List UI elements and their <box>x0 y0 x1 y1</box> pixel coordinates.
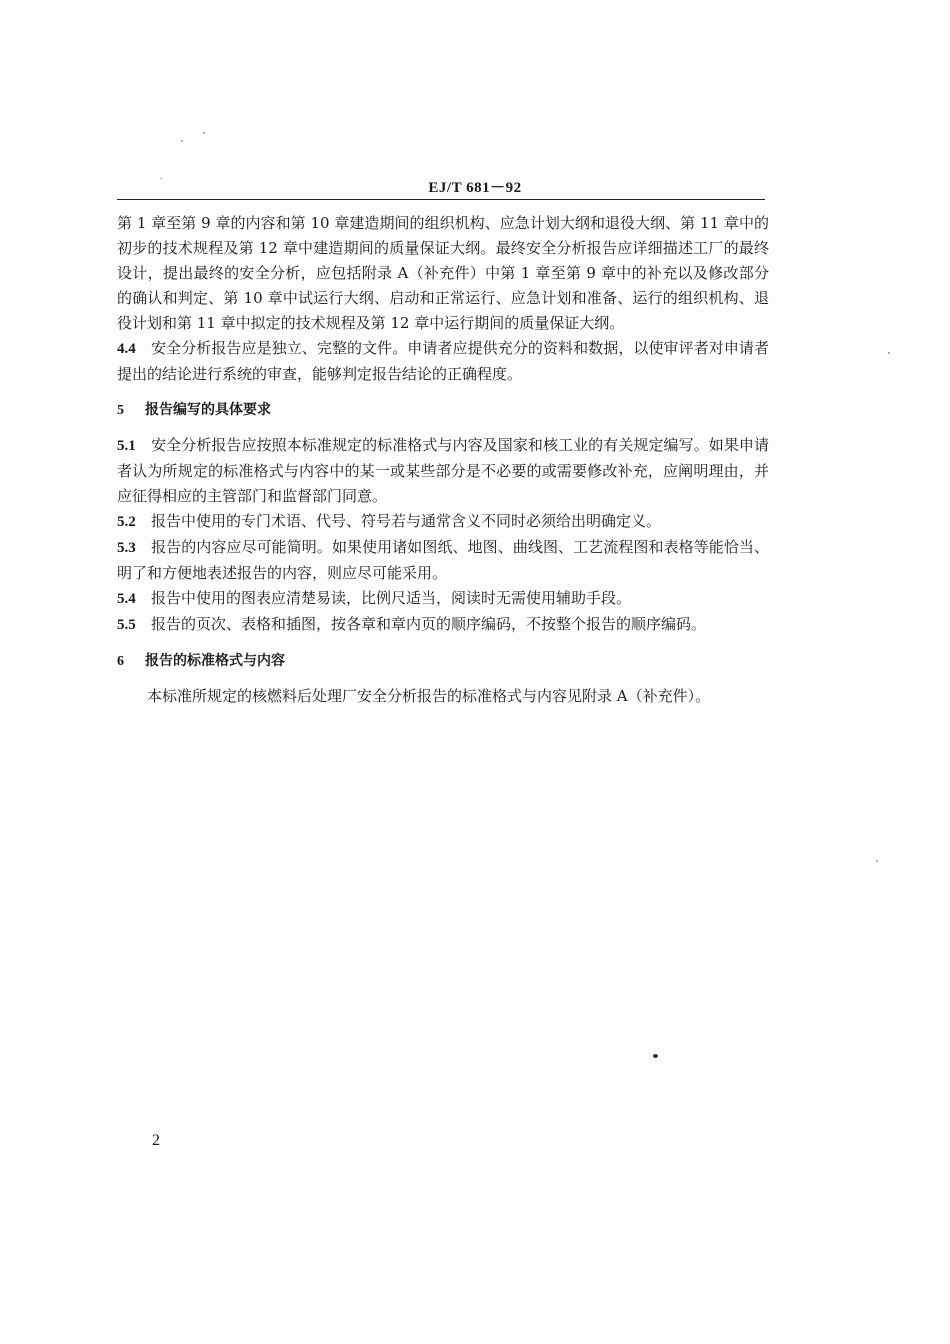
clause-number: 5.2 <box>117 514 136 530</box>
section-number: 6 <box>117 654 124 669</box>
clause-number: 5.1 <box>117 438 136 454</box>
clause-number: 5.3 <box>117 540 136 556</box>
clause-5-1 <box>117 433 769 509</box>
clause-text: 报告中使用的图表应清楚易读，比例尺适当，阅读时无需使用辅助手段。 <box>151 589 632 607</box>
scan-speck <box>888 352 890 354</box>
section-title: 报告的标准格式与内容 <box>145 653 285 669</box>
clause-text: 安全分析报告应是独立、完整的文件。申请者应提供充分的资料和数据，以使审评者对申请者提出的结论进行系统的审查，能够判定报告结论的正确程度。 <box>117 339 769 383</box>
scan-speck <box>203 132 205 134</box>
section-number: 5 <box>117 403 124 418</box>
document-code: EJ/T 681－92 <box>428 180 522 196</box>
section-6-text: 本标准所规定的核燃料后处理厂安全分析报告的标准格式与内容见附录 A（补充件）。 <box>147 687 711 705</box>
clause-text: 报告的页次、表格和插图，按各章和章内页的顺序编码，不按整个报告的顺序编码。 <box>151 615 707 633</box>
intro-paragraph: 第 1 章至第 9 章的内容和第 10 章建造期间的组织机构、应急计划大纲和退役大纲、第 11 章中的初步的技术规程及第 12 章中建造期间的质量保证大纲。最终安全分析报告应详细描述工厂的最终设计，提出最终的安全分析，应包括附录 A（补充件）中第 1 章至第 9 章中的补充以及修改部分的确认和判定、第 10 章中试运行大纲、启动和正常运行、应急计划和准备、运行的组织机构、退役计划和第 11 章中拟定的技术规程及第 12 章中运行期间的质量保证大纲。 <box>117 214 769 332</box>
clause-number: 5.4 <box>117 591 136 607</box>
clause-text: 报告的内容应尽可能简明。如果使用诸如图纸、地图、曲线图、工艺流程图和表格等能恰当、明了和方便地表述报告的内容，则应尽可能采用。 <box>117 538 769 582</box>
clause-text: 报告中使用的专门术语、代号、符号若与通常含义不同时必须给出明确定义。 <box>151 512 662 530</box>
clause-number: 4.4 <box>117 341 136 357</box>
scan-speck <box>653 1054 658 1058</box>
page-number: 2 <box>152 1132 160 1149</box>
header-divider <box>117 199 765 200</box>
clause-4-4 <box>117 336 769 387</box>
scan-speck <box>876 860 878 862</box>
section-6-heading <box>117 649 769 674</box>
section-title: 报告编写的具体要求 <box>145 402 271 418</box>
clause-5-4 <box>117 586 769 612</box>
clause-5-5 <box>117 612 769 638</box>
clause-number: 5.5 <box>117 617 136 633</box>
document-body <box>117 211 769 709</box>
clause-5-2 <box>117 509 769 535</box>
clause-5-3 <box>117 535 769 586</box>
clause-text: 安全分析报告应按照本标准规定的标准格式与内容及国家和核工业的有关规定编写。如果申请者认为所规定的标准格式与内容中的某一或某些部分是不必要的或需要修改补充，应阐明理由，并应征得相应的主管部门和监督部门同意。 <box>117 436 769 505</box>
scan-speck <box>181 140 183 142</box>
section-5-heading <box>117 398 769 423</box>
